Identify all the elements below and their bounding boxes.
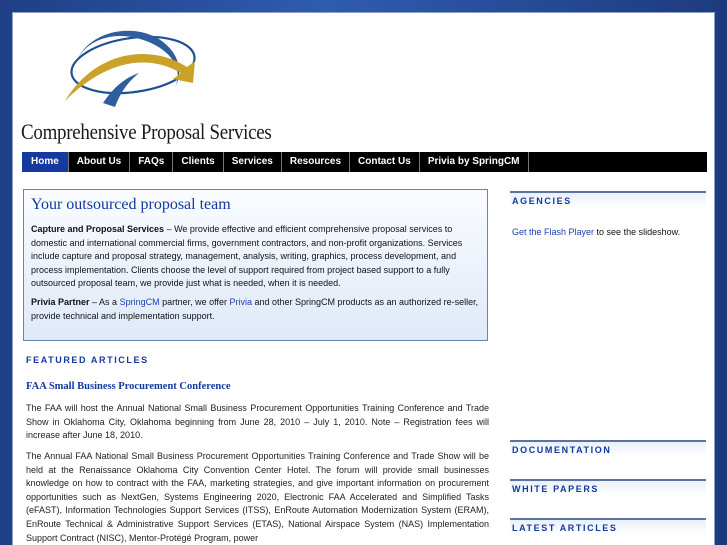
get-flash-player-link[interactable]: Get the Flash Player (512, 227, 595, 237)
privia-bold-label: Privia Partner (31, 296, 90, 307)
latest-articles-title: LATEST ARTICLES (512, 523, 618, 533)
article-paragraph-2: The Annual FAA National Small Business Procurement Opportunities Training Conference and Trade Show will be held at the Renaissance Oklahoma City Convention Center Hotel. The forum will provide small businesses knowledge on how to contract with the FAA, marketing strategies, and give important information on procurement opportunities such as NextGen, Systems Engineering 2020, Electronic FAA Accelerated and Simplified Tasks (eFAST), Information Technologies Support Services (ITSS), EnRoute Automation Modernization System (ERAM), EnRoute Technical & Administrative Support Services (ETAS), National Airspace System (NAS) Implementation Support Contract (NISC), Mentor-Protégé Program, power (26, 451, 489, 543)
documentation-header (510, 440, 706, 457)
agencies-title: AGENCIES (512, 196, 572, 206)
white-papers-header (510, 479, 706, 496)
article-title-link[interactable]: FAA Small Business Procurement Conference (26, 381, 231, 392)
privia-text-b: partner, we offer (159, 296, 230, 307)
capture-bold-label: Capture and Proposal Services (31, 224, 165, 234)
white-papers-title: WHITE PAPERS (512, 484, 600, 494)
nav-privia-by-springcm[interactable]: Privia by SpringCM (420, 152, 529, 172)
privia-link[interactable]: Privia (229, 296, 252, 307)
latest-articles-header (510, 518, 706, 535)
main-nav (22, 152, 707, 172)
flash-notice (512, 227, 680, 237)
nav-contact-us[interactable]: Contact Us (350, 152, 420, 172)
capture-text: – We provide effective and efficient comprehensive proposal services to domestic and international commercial firms, government contractors, and non-profit organizations. Services include capture and proposal strategy, management, analysis, writing, graphics, process development, and process implementation. Clients choose the level of support required from project based support to a fully outsourced proposal team, we provide just what is needed, when it is needed. (31, 224, 463, 289)
intro-heading: Your outsourced proposal team (31, 196, 231, 213)
featured-articles-title: FEATURED ARTICLES (26, 355, 149, 365)
privia-text-a: – As a (89, 296, 120, 307)
intro-paragraph-capture (31, 223, 480, 291)
intro-paragraph-privia (31, 296, 480, 323)
nav-resources[interactable]: Resources (282, 152, 350, 172)
nav-home[interactable]: Home (22, 152, 69, 172)
page (12, 12, 715, 545)
nav-faqs[interactable]: FAQs (130, 152, 173, 172)
documentation-title: DOCUMENTATION (512, 445, 612, 455)
flash-text: to see the slideshow. (594, 227, 681, 237)
article-paragraph-1: The FAA will host the Annual National Small Business Procurement Opportunities Training Conference and Trade Show in Oklahoma City, Oklahoma beginning from June 28, 2010 – July 1, 2010. Note – Registration fees will increase after June 18, 2010. (26, 403, 489, 441)
intro-box (23, 189, 488, 341)
agencies-header (510, 191, 706, 208)
nav-about-us[interactable]: About Us (69, 152, 130, 172)
nav-services[interactable]: Services (224, 152, 282, 172)
site-title: Comprehensive Proposal Services (21, 119, 272, 144)
nav-clients[interactable]: Clients (173, 152, 223, 172)
springcm-link[interactable]: SpringCM (119, 296, 160, 307)
privia-text-c: and other SpringCM products as an authorized re-seller, provide technical and implementation support. (31, 296, 479, 321)
swoosh-orbit-logo[interactable] (55, 21, 205, 116)
